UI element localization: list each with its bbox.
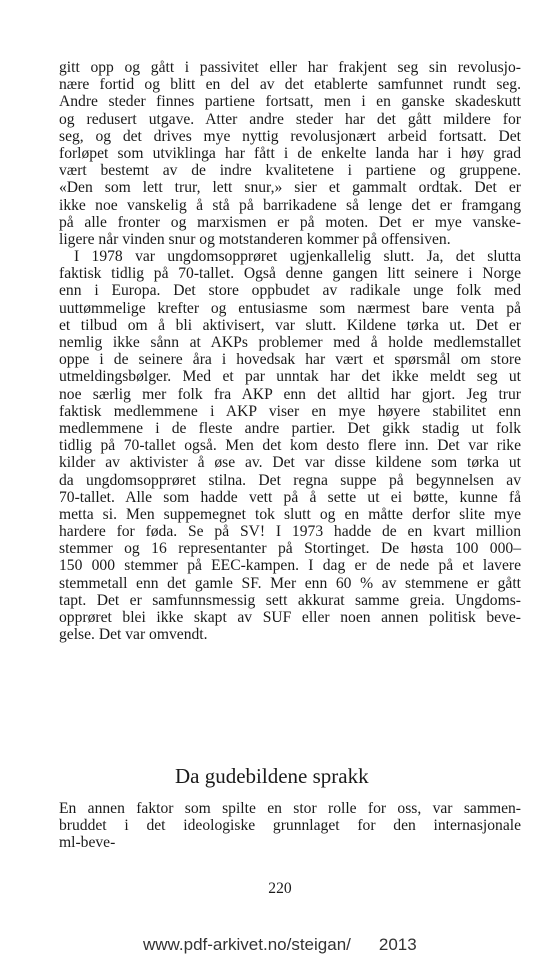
text-line: på alle fronter og marxismen er på moten. Det er mye vanske- (59, 213, 521, 231)
text-line: ml-beve- (59, 834, 116, 852)
text-line: forløpet som utviklinga har fått i de enkelte landa har i høy grad (59, 144, 521, 162)
text-line: et tilbud om å bli aktivisert, var slutt. Kildene tørka ut. Det er (59, 316, 521, 334)
section-heading: Da gudebildene sprakk (175, 764, 369, 788)
text-line: ligere når vinden snur og motstanderen kommer på offensiven. (59, 230, 451, 248)
text-line: enn i Europa. Det store oppbudet av radikale unge folk med (59, 282, 521, 300)
text-line: «Den som lett trur, lett snur,» sier et gammalt ordtak. Det er (59, 179, 521, 197)
text-line: En annen faktor som spilte en stor rolle for oss, var sammen- (59, 800, 521, 817)
text-line: 150 000 stemmer på EEC-kampen. I dag er de nede på et lavere (59, 557, 521, 575)
text-line: da ungdomsopprøret stilna. Det regna suppe på begynnelsen av (59, 471, 521, 489)
text-line: utmeldingsbølger. Med et par unntak har det ikke meldt seg ut (59, 368, 521, 386)
text-line: faktisk tidlig på 70-tallet. Også denne gangen litt seinere i Norge (59, 265, 521, 283)
text-line: gitt opp og gått i passivitet eller har frakjent seg sin revolusjo- (59, 59, 521, 76)
text-line: I 1978 var ungdomsopprøret ugjenkallelig slutt. Ja, det slutta (74, 248, 521, 266)
text-line: opprøret blei ikke skapt av SUF eller noen annen politisk beve- (59, 609, 521, 626)
section-text (59, 800, 521, 852)
text-line: hardere for føda. Se på SV! I 1973 hadde de en kvart million (59, 523, 521, 541)
text-line: medlemmene i de fleste andre partier. Det gikk stadig ut folk (59, 419, 521, 437)
text-line: og redusert utgave. Atter andre steder har det gått mildere for (59, 110, 521, 128)
text-line: faktisk medlemmene i AKP viser en mye høyere stabilitet enn (59, 402, 521, 420)
text-line: nære fortid og blitt en del av det etablerte samfunnet rundt seg. (59, 76, 521, 94)
text-line: ikke noe vanskelig å stå på barrikadene så lenge det er framgang (59, 196, 521, 214)
text-line: tidlig på 70-tallet også. Men det kom desto flere inn. Det var rike (59, 437, 521, 455)
text-line: oppe i de seinere åra i hovedsak har vært et spørsmål om store (59, 351, 521, 369)
text-line: metta si. Men suppemegnet tok slutt og en måtte derfor slite mye (59, 505, 521, 523)
text-line: seg, og det drives mye nyttig revolusjonært arbeid fortsatt. Det (59, 127, 521, 145)
text-line: noe særlig mer folk fra AKP enn det alltid har gjort. Jeg trur (59, 385, 521, 403)
text-line: tapt. Det er samfunnsmessig sett akkurat samme greia. Ungdoms- (59, 591, 521, 609)
text-line: nemlig ikke sånn at AKPs problemer med å holde medlemstallet (59, 334, 521, 351)
footer-source: www.pdf-arkivet.no/steigan/ (143, 935, 351, 954)
text-line: Andre steder finnes partiene fortsatt, men i en ganske skadeskutt (59, 93, 521, 111)
text-line: bruddet i det ideologiske grunnlaget for den internasjonale (59, 817, 521, 835)
text-line: 70-tallet. Alle som hadde vett på å sette ut ei bøtte, kunne få (59, 488, 521, 506)
text-line: gelse. Det var omvendt. (59, 626, 208, 644)
text-line: kilder av aktivister å øse av. Det var disse kildene som tørka ut (59, 454, 521, 472)
text-line: uuttømmelige krefter og entusiasme som nærmest bare venta på (59, 299, 521, 317)
footer-year: 2013 (378, 935, 417, 954)
text-line: stemmetall enn det gamle SF. Mer enn 60 % av stemmene er gått (59, 574, 521, 592)
text-line: stemmer og 16 representanter på Stortinget. De høsta 100 000– (59, 540, 521, 558)
text-line: vært bestemt av de indre kvalitetene i partiene og gruppene. (59, 162, 521, 180)
page-number: 220 (268, 880, 292, 897)
body-text (59, 59, 521, 643)
footer-watermark (143, 935, 417, 955)
